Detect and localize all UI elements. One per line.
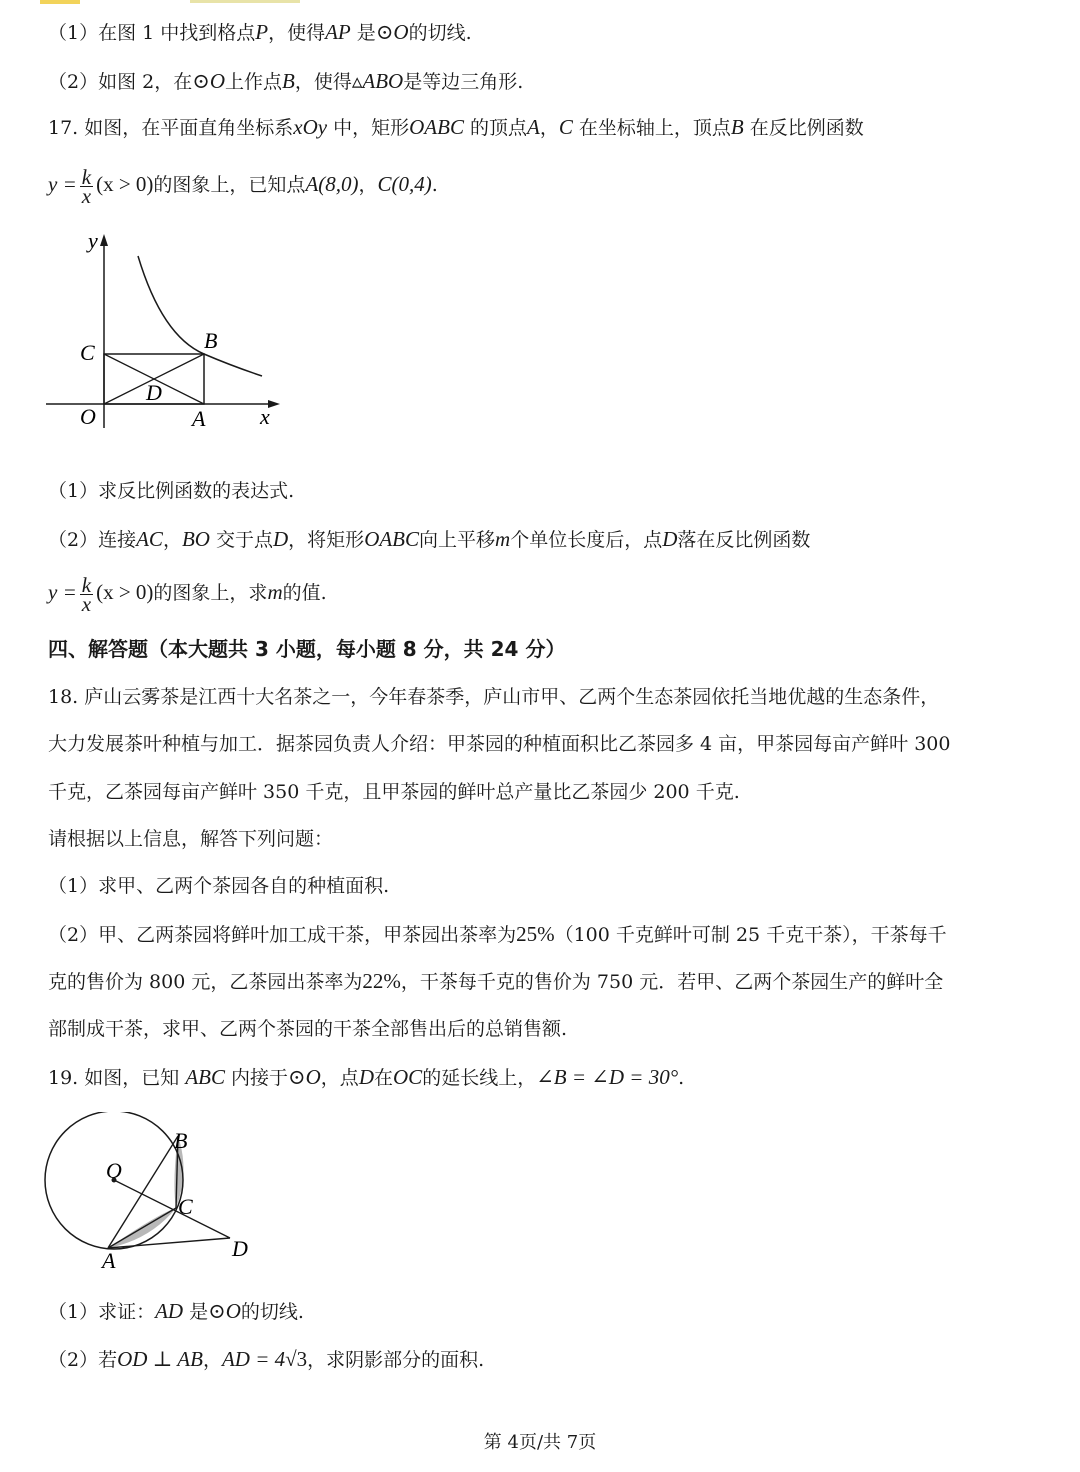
denominator: x: [81, 591, 92, 616]
fraction-k-over-x: [80, 572, 93, 616]
q17-part2: [48, 524, 810, 555]
math-m: m: [267, 580, 283, 604]
text: 落在反比例函数: [677, 529, 811, 551]
math-circle-O: ⊙O: [375, 20, 409, 44]
math-y-equals: y =: [48, 172, 77, 196]
percentage: 22%: [362, 969, 401, 993]
math-A: A: [527, 115, 540, 139]
text: 内接于: [224, 1067, 289, 1089]
segment-OD: [114, 1180, 230, 1238]
math-circle-O: ⊙O: [192, 69, 225, 93]
text: ，: [358, 174, 378, 196]
q18-line3: 千克，乙茶园每亩产鲜叶 350 千克，且甲茶园的鲜叶总产量比乙茶园少 200 千克.: [48, 781, 740, 803]
text: 上作点: [224, 71, 282, 93]
math-point-C: C(0,4): [377, 172, 432, 196]
math-y-equals: y =: [48, 580, 77, 604]
math-AP: AP: [325, 20, 351, 44]
label-C: C: [80, 340, 95, 365]
text: 的切线.: [240, 1301, 304, 1323]
segment-AC: [108, 1208, 176, 1248]
numerator: k: [81, 572, 92, 597]
section-title: 四、解答题（本大题共 3 小题，每小题 8 分，共 24 分）: [48, 637, 566, 661]
label-B: B: [204, 328, 218, 353]
text: （2）如图 2，在: [48, 71, 193, 93]
text: 个单位长度后，点: [510, 529, 663, 551]
label-A: A: [102, 1248, 116, 1273]
label-y: y: [88, 228, 98, 253]
text: （2）甲、乙两茶园将鲜叶加工成干茶，甲茶园出茶率为: [48, 924, 517, 946]
math-D: D: [358, 1065, 374, 1089]
math-D: D: [273, 527, 289, 551]
percentage: 25%: [516, 922, 555, 946]
text: 交于点: [209, 529, 273, 551]
q19-part2: [48, 1344, 484, 1375]
text: ，: [539, 117, 559, 139]
text: （1）在图 1 中找到格点: [48, 22, 256, 44]
hyperbola-curve: [138, 256, 262, 376]
math-condition: (x > 0): [96, 172, 154, 196]
fraction-k-over-x: [80, 164, 93, 208]
math-AC: AC: [136, 527, 163, 551]
text: 中，矩形: [327, 117, 410, 139]
text: ，使得: [268, 22, 326, 44]
question-number: 17.: [48, 117, 79, 139]
math-sqrt-3: √3: [285, 1347, 308, 1371]
text: 的图象上，已知点: [153, 174, 306, 196]
math-D: D: [662, 527, 678, 551]
q17-part2-cont: [48, 572, 327, 616]
label-B: B: [174, 1128, 188, 1153]
math-AD-equals: AD = 4: [221, 1347, 286, 1371]
text: ，使得: [294, 71, 352, 93]
text: 是: [350, 22, 376, 44]
math-B: B: [282, 69, 295, 93]
text: 如图，在平面直角坐标系: [78, 117, 294, 139]
page-footer: 第 4页/共 7页: [483, 1432, 597, 1453]
text: （100 千克鲜叶可制 25 千克干茶），干茶每千: [554, 924, 947, 946]
q19-part1: [48, 1296, 304, 1327]
text: ，点: [320, 1067, 359, 1089]
math-OABC: OABC: [409, 115, 464, 139]
q16-part1: [48, 17, 472, 48]
q18-part1: （1）求甲、乙两个茶园各自的种植面积.: [48, 875, 390, 897]
text: .: [431, 174, 438, 196]
text: 的延长线上，: [422, 1067, 537, 1089]
label-C: C: [178, 1194, 193, 1219]
text: （1）求证：: [48, 1301, 156, 1323]
text: 的切线.: [408, 22, 472, 44]
text: 是: [183, 1301, 209, 1323]
q17-line1: [48, 112, 864, 143]
math-m: m: [495, 527, 511, 551]
text: ，求阴影部分的面积.: [307, 1349, 485, 1371]
label-O: O: [106, 1158, 122, 1183]
q18-part2-line3: 部制成干茶，求甲、乙两个茶园的干茶全部售出后的总销售额.: [48, 1018, 568, 1040]
text: 是等边三角形.: [403, 71, 524, 93]
question-number: 19.: [48, 1067, 79, 1089]
q18-line1: 18. 庐山云雾茶是江西十大名茶之一，今年春茶季，庐山市甲、乙两个生态茶园依托当地优越的生态条件，: [48, 686, 940, 708]
text: ，将矩形: [288, 529, 365, 551]
math-point-A: A(8,0): [305, 172, 359, 196]
text: 克的售价为 800 元，乙茶园出茶率为: [48, 971, 363, 993]
q18-line4: 请根据以上信息，解答下列问题：: [48, 828, 334, 850]
math-OABC: OABC: [364, 527, 420, 551]
q16-part2: [48, 66, 523, 97]
text: 的值.: [282, 582, 327, 604]
math-B: B: [730, 115, 744, 139]
q18-part2-line2: [48, 966, 943, 997]
text: ，: [202, 1349, 222, 1371]
text: （2）连接: [48, 529, 137, 551]
math-circle-O: ⊙O: [288, 1065, 321, 1089]
text: 在: [373, 1067, 393, 1089]
q19-line1: [48, 1062, 684, 1093]
text: 在反比例函数: [743, 117, 864, 139]
text: 的图象上，求: [153, 582, 268, 604]
top-decoration: [40, 0, 300, 6]
text: （1）求反比例函数的表达式.: [48, 480, 295, 502]
y-axis-arrow: [100, 234, 108, 246]
q18-part2-line1: [48, 919, 947, 950]
math-angle-equation: ∠B = ∠D = 30°: [536, 1065, 679, 1089]
q18-line2: 大力发展茶叶种植与加工．据茶园负责人介绍：甲茶园的种植面积比乙茶园多 4 亩，甲茶园每亩产鲜叶 300: [48, 733, 951, 755]
math-perpendicular: OD ⊥ AB: [117, 1347, 203, 1371]
label-A: A: [192, 406, 206, 431]
label-x: x: [260, 404, 270, 429]
text: 如图，已知: [78, 1067, 186, 1089]
text: （2）若: [48, 1349, 118, 1371]
math-C: C: [558, 115, 573, 139]
math-triangle-ABO: ▵ABO: [351, 69, 404, 93]
math-AD: AD: [155, 1299, 184, 1323]
text: 在坐标轴上，顶点: [572, 117, 731, 139]
math-condition: (x > 0): [96, 580, 154, 604]
text: 向上平移: [419, 529, 496, 551]
label-D: D: [146, 380, 162, 405]
q17-figure: [40, 228, 290, 438]
math-BO: BO: [181, 527, 210, 551]
q17-part1: [48, 476, 294, 506]
x-axis-arrow: [268, 400, 280, 408]
math-circle-O: ⊙O: [208, 1299, 241, 1323]
math-ABC: ABC: [185, 1065, 225, 1089]
label-O: O: [80, 404, 96, 429]
label-D: D: [232, 1236, 248, 1261]
text: ，干茶每千克的售价为 750 元．若甲、乙两个茶园生产的鲜叶全: [400, 971, 944, 993]
text: ，: [162, 529, 182, 551]
math-xOy: xOy: [293, 115, 328, 139]
math-OC: OC: [393, 1065, 423, 1089]
numerator: k: [81, 164, 92, 189]
text: .: [678, 1067, 685, 1089]
math-P: P: [255, 20, 269, 44]
denominator: x: [81, 183, 92, 208]
text: 的顶点: [463, 117, 527, 139]
q17-line2: [48, 164, 438, 208]
q19-figure: [40, 1112, 270, 1274]
